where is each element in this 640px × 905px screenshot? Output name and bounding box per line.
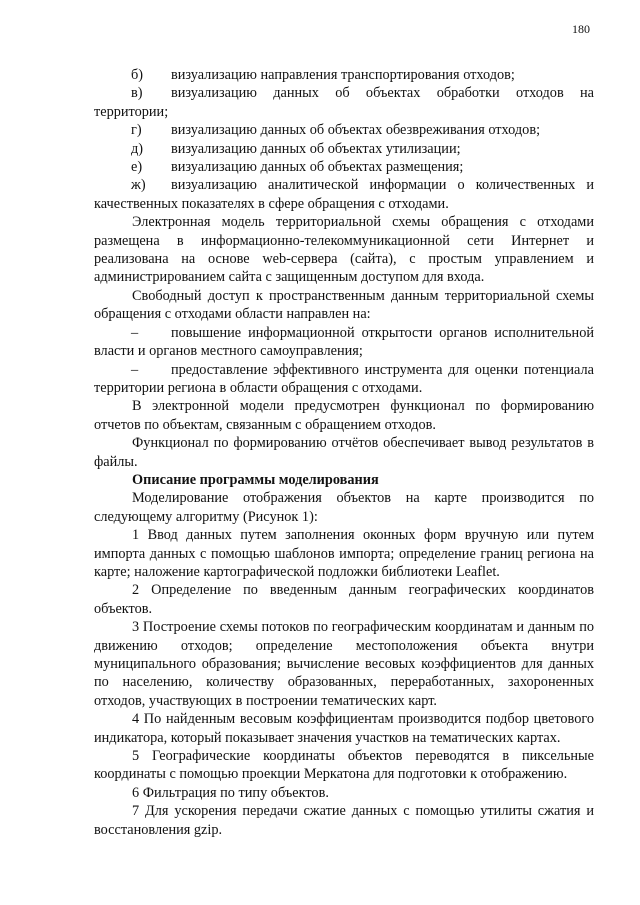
dash-item — [94, 324, 594, 361]
list-marker: б) — [131, 67, 144, 83]
algorithm-step: 7 Для ускорения передачи сжатие данных с помощью утилиты сжатия и восстановления gzip. — [94, 803, 594, 838]
list-item — [94, 158, 594, 176]
list-text: визуализацию данных об объектах утилизации; — [171, 140, 461, 157]
paragraph: Функционал по формированию отчётов обеспечивает вывод результатов в файлы. — [94, 435, 594, 470]
list-text: визуализацию направления транспортирования отходов; — [171, 67, 515, 83]
list-marker: е) — [131, 159, 143, 176]
paragraph: Электронная модель территориальной схемы обращения с отходами размещена в информационно-телекоммуникационной сети Интернет и реализована на основе web-сервера (сайта), с простым управлением и администрированием сайта с защищенным доступом для входа. — [94, 214, 594, 286]
document-body — [94, 66, 594, 839]
list-marker: в) — [131, 85, 143, 102]
list-item — [94, 84, 594, 121]
dash-marker: – — [131, 361, 139, 378]
paragraph: Свободный доступ к пространственным данным территориальной схемы обращения с отходами области направлен на: — [94, 287, 594, 323]
algorithm-step: 6 Фильтрация по типу объектов. — [132, 784, 329, 801]
paragraph: Моделирование отображения объектов на карте производится по следующему алгоритму (Рисунок 1): — [94, 490, 594, 525]
list-marker: г) — [131, 122, 142, 139]
algorithm-step: 1 Ввод данных путем заполнения оконных форм вручную или путем импорта данных с помощью шаблонов импорта; определение границ региона на карте; наложение картографической подложки библиотеки Leaflet. — [94, 527, 594, 580]
list-text: визуализацию данных об объектах обработки отходов на территории; — [94, 85, 594, 120]
algorithm-step: 2 Определение по введенным данным географических координатов объектов. — [94, 582, 594, 617]
list-item — [94, 176, 594, 213]
list-marker: д) — [131, 140, 144, 157]
list-text: визуализацию данных об объектах размещения; — [171, 159, 464, 176]
section-heading: Описание программы моделирования — [132, 471, 379, 488]
paragraph: В электронной модели предусмотрен функционал по формированию отчетов по объектам, связанным с обращением отходов. — [94, 398, 594, 433]
list-marker: ж) — [131, 177, 146, 194]
list-item — [94, 121, 594, 139]
dash-text: повышение информационной открытости органов исполнительной власти и органов местного самоуправления; — [94, 324, 594, 360]
page-number: 180 — [572, 22, 590, 36]
algorithm-step: 4 По найденным весовым коэффициентам производится подбор цветового индикатора, который показывает значения участков на тематических картах. — [94, 711, 594, 746]
list-text: визуализацию данных об объектах обезвреживания отходов; — [171, 122, 541, 139]
algorithm-step: 5 Географические координаты объектов переводятся в пиксельные координаты с помощью проекции Меркатона для подготовки к отображению. — [94, 748, 594, 783]
list-item — [94, 140, 594, 158]
dash-marker: – — [131, 324, 139, 341]
dash-item — [94, 361, 594, 398]
algorithm-step: 3 Построение схемы потоков по географическим координатам и данным по движению отходов; определение местоположения объекта внутри муниципального образования; вычисление весовых коэффициентов для данных по населению, количеству образованных, переработанных, захороненных отходов, участвующих в построении тематических карт. — [94, 619, 594, 709]
list-text: визуализацию аналитической информации о количественных и качественных показателях в сфере обращения с отходами. — [94, 177, 594, 212]
list-item — [94, 66, 594, 84]
dash-text: предоставление эффективного инструмента для оценки потенциала территории региона в области обращения с отходами. — [94, 361, 594, 396]
